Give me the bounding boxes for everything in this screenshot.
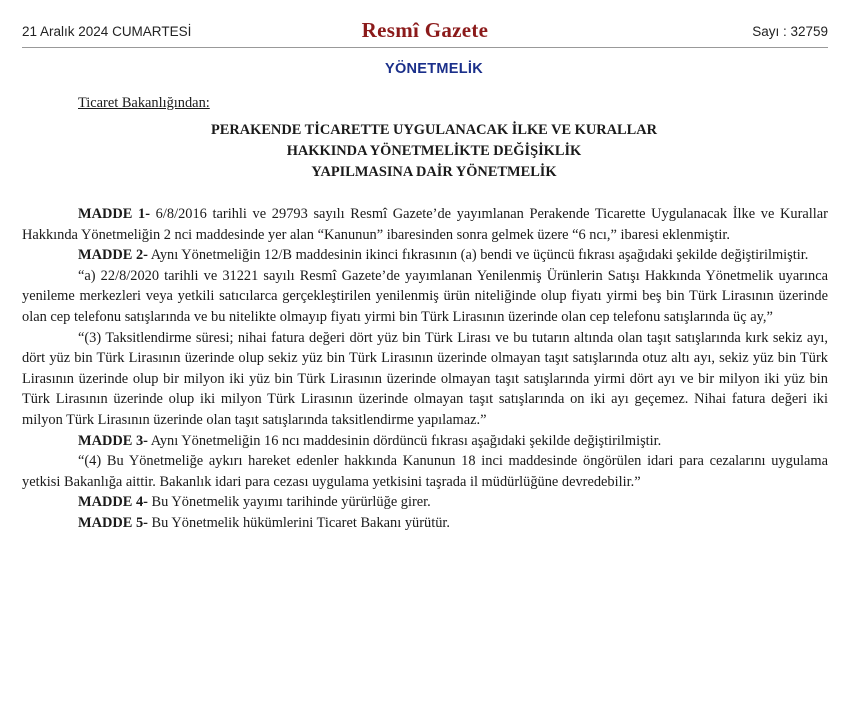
issue-date: 21 Aralık 2024 CUMARTESİ [22,24,192,39]
article-label: MADDE 1- [78,206,151,222]
regulation-title [0,120,868,183]
issue-number: Sayı : 32759 [752,24,828,39]
section-heading: YÖNETMELİK [384,61,484,77]
title-line: YAPILMASINA DAİR YÖNETMELİK [311,164,557,180]
article-text: 6/8/2016 tarihli ve 29793 sayılı Resmî Gazete’de yayımlanan Perakende Ticarette Uygulanacak İlke ve Kurallar Hakkında Yönetmeliğin 2 nci maddesinde yer alan “Kanunun” ibaresinden sonra gelmek üzere “6 ncı,” ibaresi eklenmiştir. [22,206,828,243]
regulation-body [22,204,828,534]
gazette-title: Resmî Gazete [361,18,489,42]
article-2-clause-a: “a) 22/8/2020 tarihli ve 31221 sayılı Resmî Gazete’de yayımlanan Yenilenmiş Ürünlerin Satışı Hakkında Yönetmelik uyarınca yenileme merkezleri veya yetkili satıcılarca gerçekleştirilen yenilenmiş ürün niteliğinde olup fiyatı yirmi beş bin Türk Lirasının üzerinde olan cep telefonu satışlarında ve bu nitelikte olmayıp fiyatı yirmi bin Türk Lirasının üzerinde olan cep telefonu satışlarında üç ay,” [22,267,828,325]
article-5 [22,513,828,534]
article-label: MADDE 2- [78,247,148,264]
article-label: MADDE 3- [78,432,148,449]
article-text: Aynı Yönetmeliğin 12/B maddesinin ikinci fıkrasının (a) bendi ve üçüncü fıkrası aşağıdaki şekilde değiştirilmiştir. [147,247,809,264]
header-divider [22,47,828,48]
article-1 [22,204,828,245]
article-text: Bu Yönetmelik yayımı tarihinde yürürlüğe girer. [147,494,431,511]
article-3 [22,431,828,452]
article-4 [22,492,828,513]
article-label: MADDE 5- [78,514,148,531]
issuer-line: Ticaret Bakanlığından: [78,95,210,111]
title-line: PERAKENDE TİCARETTE UYGULANACAK İLKE VE KURALLAR [210,122,658,138]
article-2 [22,245,828,266]
article-2-paragraph-3: “(3) Taksitlendirme süresi; nihai fatura değeri dört yüz bin Türk Lirası ve bu tutarın altında olan taşıt satışlarında kırk sekiz ayı, dört yüz bin Türk Lirasının üzerinde olup sekiz yüz bin Türk Lirasının üzerinde olmayan taşıt satışlarında otuz altı ayı, sekiz yüz bin Türk Lirasının üzerinde olup bir milyon iki yüz bin Türk Lirasının üzerinde olmayan taşıt satışlarında yirmi dört ayı ve bir milyon iki yüz bin Türk Lirasının üzerinde olup iki milyon Türk Lirasının üzerinde olmayan taşıt satışlarında on iki ayı geçemez. Nihai fatura değeri iki milyon Türk Lirasının üzerinde olan taşıt satışlarında taksitlendirme yapılamaz.” [22,329,828,428]
article-text: Bu Yönetmelik hükümlerini Ticaret Bakanı yürütür. [147,514,450,531]
article-label: MADDE 4- [78,494,148,511]
title-line: HAKKINDA YÖNETMELİKTE DEĞİŞİKLİK [286,143,582,159]
article-text: Aynı Yönetmeliğin 16 ncı maddesinin dördüncü fıkrası aşağıdaki şekilde değiştirilmiştir. [147,432,662,449]
article-3-paragraph-4: “(4) Bu Yönetmeliğe aykırı hareket edenler hakkında Kanunun 18 inci maddesinde öngörülen idari para cezalarını uygulama yetkisi Bakanlığa aittir. Bakanlık idari para cezası uygulama yetkisini taşrada il müdürlüğüne devredebilir.” [22,453,828,490]
